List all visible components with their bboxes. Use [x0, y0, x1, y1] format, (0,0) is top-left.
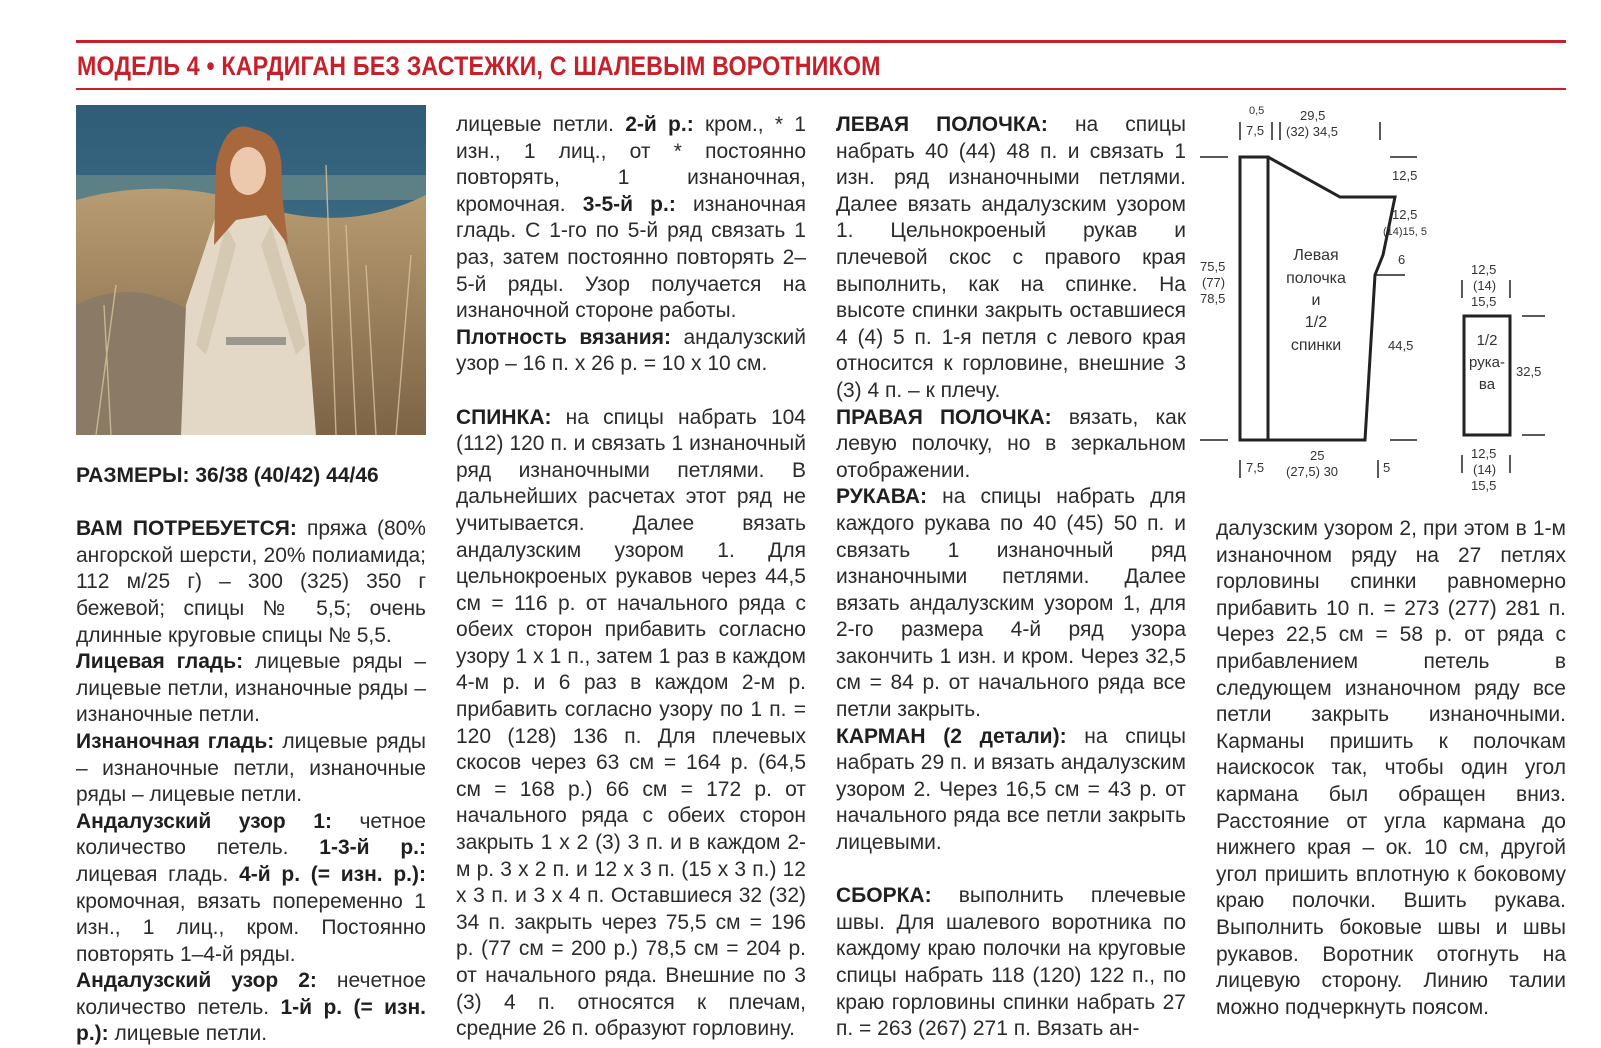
dim-bottom-5: 5 [1383, 460, 1391, 475]
front-label-5: спинки [1290, 337, 1342, 354]
sleeve-dim-12-5-top: 12,5 [1471, 262, 1497, 277]
front-label-3: и [1311, 292, 1321, 309]
andalusian-pattern-1-paragraph: Андалузский узор 1: четное количество петель. 1-3-й р.: лицевая гладь. 4-й р. (= изн. р.): кромочная, вязать попеременно 1 изн., 1 лиц., кром. Постоянно повторять 1–4-й ряды. [76, 809, 426, 966]
sleeve-dim-14-bot: (14) [1473, 462, 1497, 477]
column-1 [76, 463, 426, 1048]
front-label-1: Левая [1293, 247, 1339, 264]
dim-14-15-5: (14)15, 5 [1383, 226, 1428, 238]
dim-32-34-5: (32) 34,5 [1286, 124, 1339, 139]
reverse-stockinette-paragraph: Изнаночная гладь: лицевые ряды – изнаночные петли, изнаночные ряды – лицевые петли. [76, 729, 426, 807]
pattern-schematic [1200, 100, 1590, 510]
right-front-paragraph: ПРАВАЯ ПОЛОЧКА: вязать, как левую полочку, но в зеркальном отображении. [836, 405, 1187, 482]
sleeve-dim-15-5-bot: 15,5 [1471, 478, 1497, 493]
pattern-rows-paragraph: лицевые петли. 2-й р.: кром., * 1 изн., 1 лиц., от * постоянно повторять, 1 изнаночная, кромочная. 3-5-й р.: изнаночная гладь. С 1-го по 5-й ряд связать 1 раз, затем постоянно повторять 2–5-й ряды. Узор получается на изнаночной стороне работы. [456, 113, 806, 323]
title-rule-bottom [76, 88, 1566, 90]
dim-7-5-top: 7,5 [1246, 123, 1265, 138]
sleeve-dim-14-top: (14) [1473, 278, 1497, 293]
left-front-paragraph: ЛЕВАЯ ПОЛОЧКА: на спицы набрать 40 (44) 48 п. и связать 1 изн. ряд изнаночными петлями. Далее вязать андалузским узором 1. Цельнокроеный рукав и плечевой скос с правого края выполнить, как на спинке. На высоте спинки закрыть оставшиеся 4 (4) 5 п. 1-я петля с левого края относится к горловине, внешние 3 (3) 4 п. – к плечу. [836, 113, 1186, 402]
assembly-continued-paragraph: далузским узором 2, при этом в 1-м изнаночном ряду на 27 петлях горловины спинки равномерно прибавить 10 п. = 273 (277) 281 п. Через 22,5 см = 58 р. от ряда с прибавлением петель в следующем изнаночном ряду все петли закрыть изнаночными. Карманы пришить к полочкам наискосок так, чтобы один угол кармана был обращен вниз. Расстояние от угла кармана до нижнего края – ок. 10 см, другой угол пришить вплотную к боковому краю полочки. Вшить рукава. Выполнить боковые швы и швы рукавов. Воротник отогнуть на лицевую сторону. Линию талии можно подчеркнуть поясом. [1216, 517, 1566, 1019]
dim-78-5: 78,5 [1200, 291, 1226, 306]
dim-bottom-7-5: 7,5 [1246, 460, 1265, 475]
sleeve-dim-15-5-top: 15,5 [1471, 294, 1497, 309]
front-label-4: 1/2 [1304, 314, 1328, 331]
dim-6: 6 [1398, 252, 1406, 267]
gauge-paragraph: Плотность вязания: андалузский узор – 16 п. x 26 р. = 10 x 10 см. [456, 325, 806, 376]
sleeve-label-2: рука- [1469, 354, 1505, 371]
back-paragraph: СПИНКА: на спицы набрать 104 (112) 120 п. и связать 1 изнаночный ряд изнаночными петлями. В дальнейших расчетах этот ряд не учитывается. Далее вязать андалузским узором 1. Для цельнокроеных рукавов через 44,5 см = 116 р. от начального ряда с обеих сторон прибавить согласно узору 1 x 1 п., затем 1 раз в каждом 4-м р. и 6 раз в каждом 2-м р. прибавить согласно узору по 1 п. = 120 (128) 136 п. Для плечевых скосов через 63 см = 164 р. (64,5 см = 168 р.) 66 см = 172 р. от начального ряда с обеих сторон закрыть 1 x 2 (3) 3 п. и в каждом 2-м р. 3 x 2 п. и 12 x 3 п. (15 x 3 п.) 12 x 3 п. и 3 x 4 п. Оставшиеся 32 (32) 34 п. закрыть через 75,5 см = 196 р. (77 см = 200 р.) 78,5 см = 204 р. от начального ряда. Внешние по 3 (3) 4 п. относятся к плечам, средние 26 п. образуют горловину. [456, 405, 806, 1041]
column-3 [836, 112, 1186, 1043]
dim-44-5: 44,5 [1388, 338, 1414, 353]
page-title: МОДЕЛЬ 4 • КАРДИГАН БЕЗ ЗАСТЕЖКИ, С ШАЛЕВЫМ ВОРОТНИКОМ [77, 51, 881, 81]
pocket-paragraph: КАРМАН (2 детали): на спицы набрать 29 п. и вязать андалузским узором 2. Через 16,5 см = 43 р. от начального ряда все петли закрыть лицевыми. [836, 724, 1186, 855]
sleeve-label-3: ва [1478, 376, 1496, 393]
sleeve-label-1: 1/2 [1476, 332, 1498, 349]
title-rule-top [76, 40, 1566, 43]
sleeve-dim-32-5: 32,5 [1516, 364, 1542, 379]
dim-77: (77) [1202, 275, 1226, 290]
dim-0-5: 0,5 [1249, 105, 1265, 117]
dim-bottom-25: 25 [1310, 448, 1325, 463]
sleeves-paragraph: РУКАВА: на спицы набрать для каждого рукава по 40 (45) 50 п. и связать 1 изнаночный ряд изнаночными петлями. Далее вязать андалузским узором 1, для 2-го размера 4-й ряд узора закончить 1 изн. и кром. Через 32,5 см = 84 р. от начального ряда все петли закрыть. [836, 485, 1186, 722]
column-2 [456, 112, 806, 1043]
column-4 [1216, 516, 1566, 1021]
dim-12-5-b: 12,5 [1392, 207, 1418, 222]
dim-12-5-a: 12,5 [1392, 168, 1418, 183]
dim-29-5: 29,5 [1300, 108, 1326, 123]
sleeve-dim-12-5-bot: 12,5 [1471, 446, 1497, 461]
andalusian-pattern-2-paragraph: Андалузский узор 2: нечетное количество петель. 1-й р. (= изн. р.): лицевые петли. [76, 969, 426, 1046]
sizes-heading: РАЗМЕРЫ: 36/38 (40/42) 44/46 [76, 464, 379, 487]
assembly-paragraph: СБОРКА: выполнить плечевые швы. Для шалевого воротника по каждому краю полочки на круговые спицы набрать 118 (120) 122 п., по краю горловины спинки набрать 27 п. = 263 (267) 271 п. Вязать ан- [836, 884, 1186, 1041]
dim-bottom-27-5-30: (27,5) 30 [1286, 464, 1339, 479]
model-photo [76, 105, 426, 435]
materials-paragraph: ВАМ ПОТРЕБУЕТСЯ: пряжа (80% ангорской шерсти, 20% полиамида; 112 м/25 г) – 300 (325) 350 г бежевой; спицы № 5,5; очень длинные круговые спицы № 5,5. [76, 517, 426, 647]
front-label-2: полочка [1286, 270, 1346, 287]
dim-75-5: 75,5 [1200, 259, 1226, 274]
stockinette-paragraph: Лицевая гладь: лицевые ряды – лицевые петли, изнаночные ряды – изнаночные петли. [76, 650, 426, 727]
